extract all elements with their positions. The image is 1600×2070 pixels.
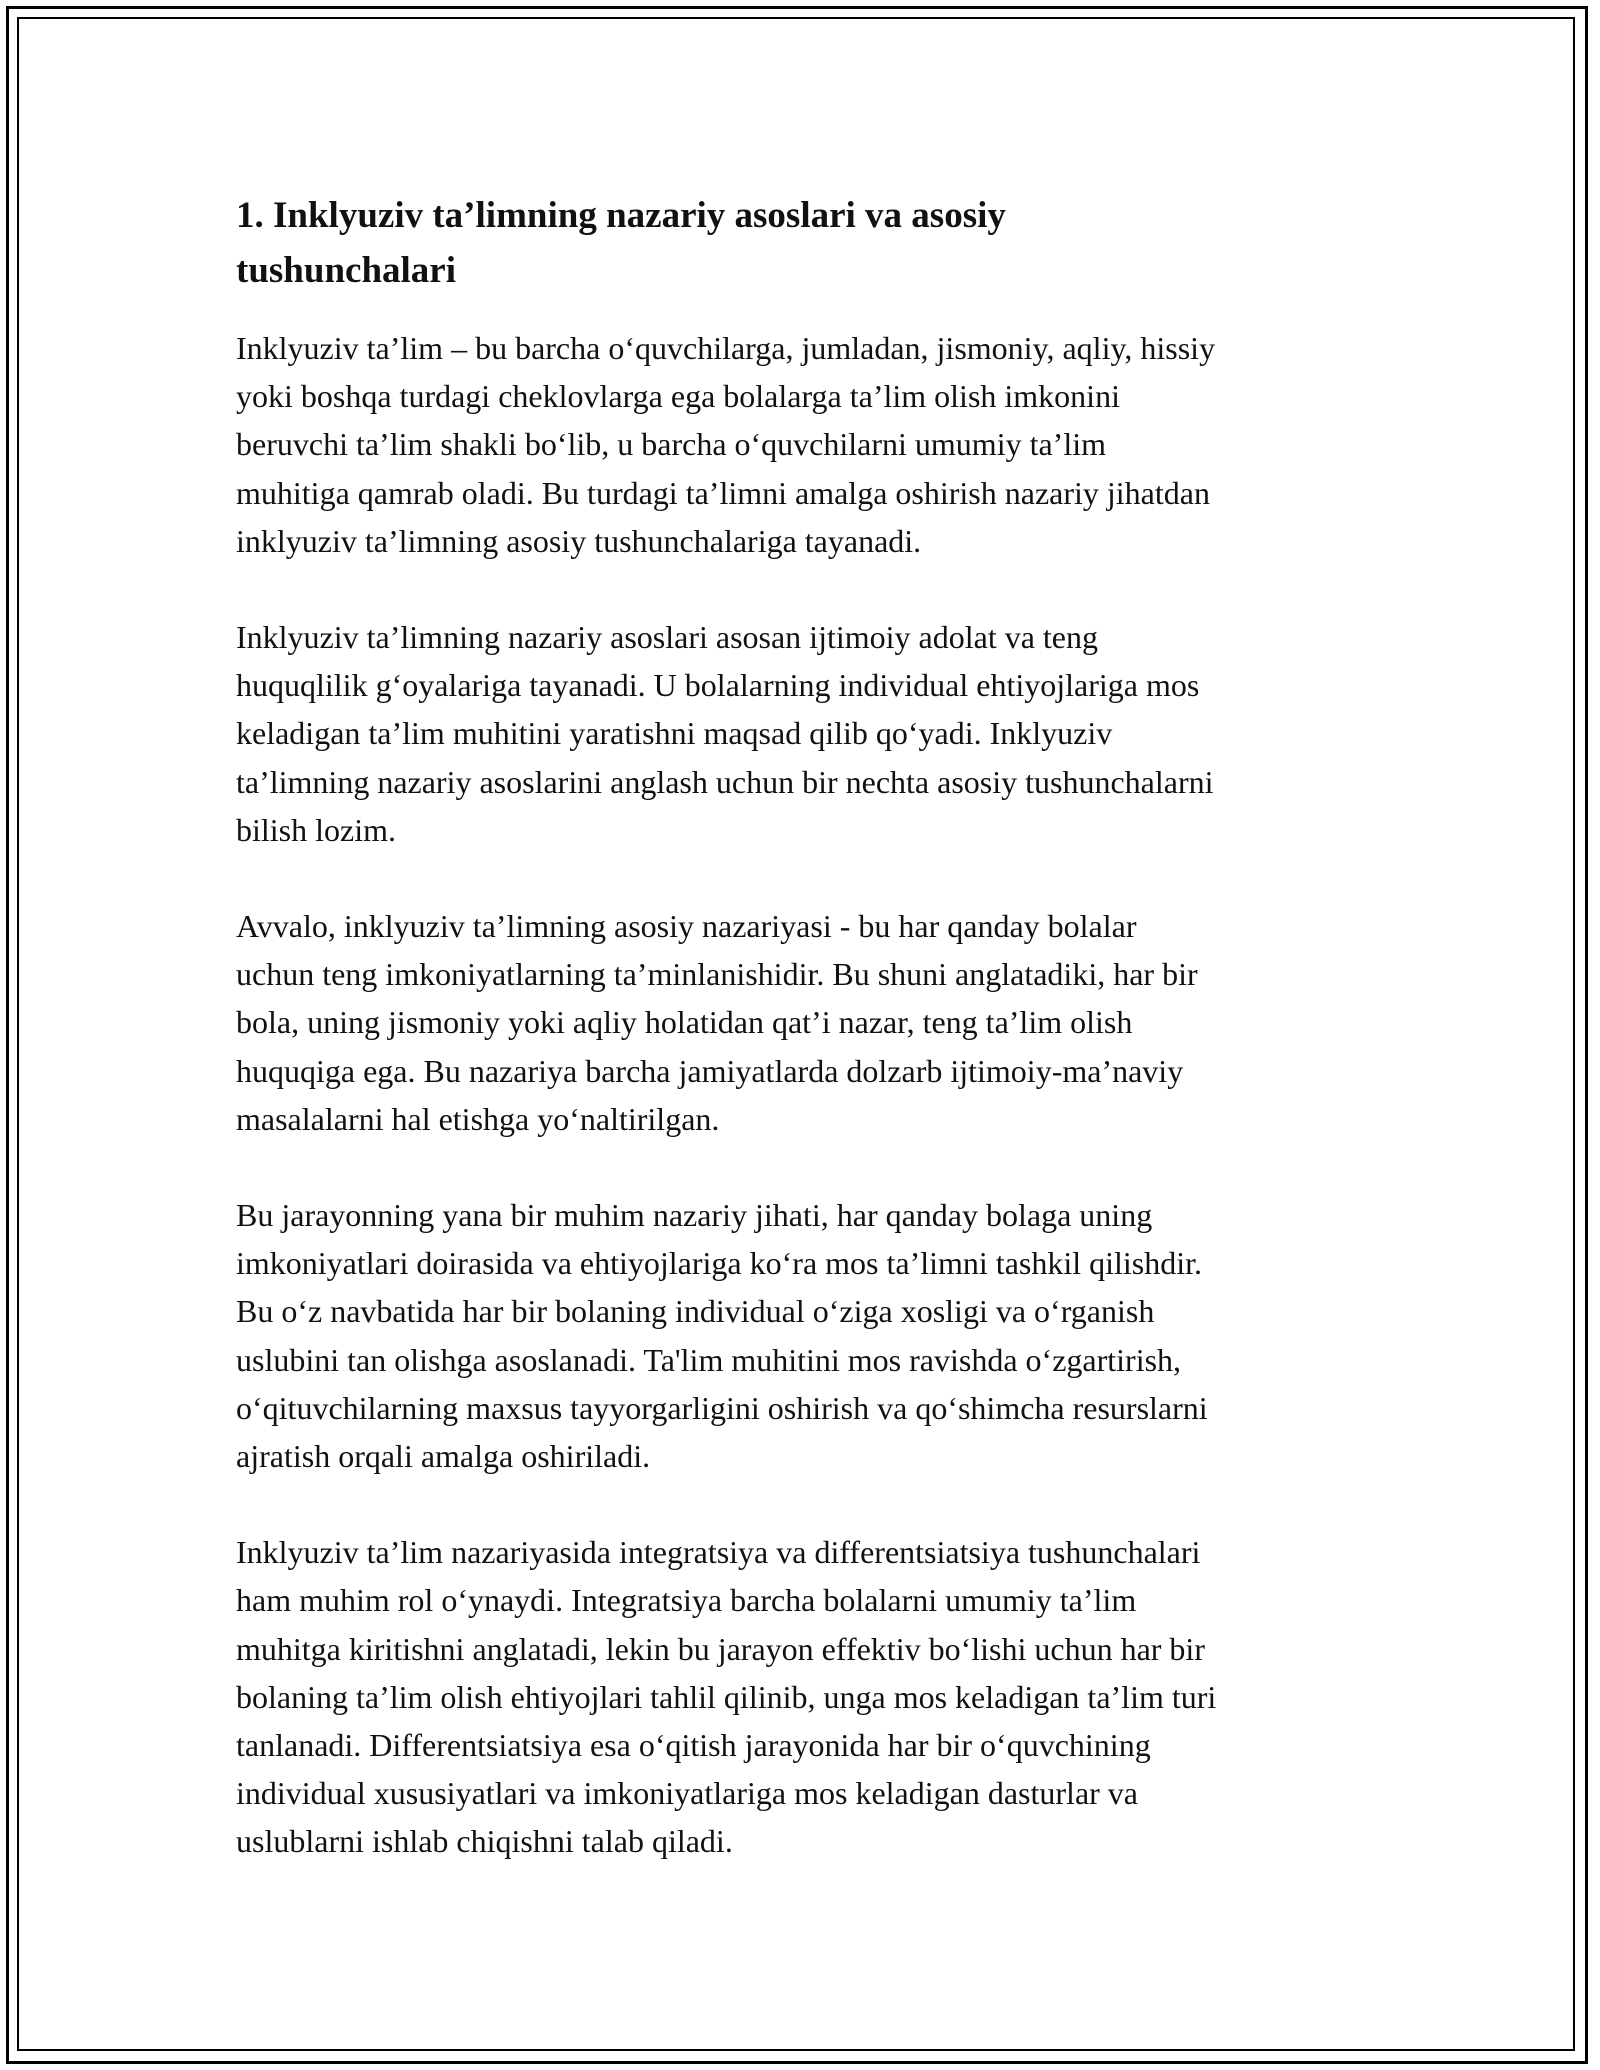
paragraph-2 bbox=[236, 613, 1386, 854]
paragraph-1 bbox=[236, 324, 1386, 565]
page-title bbox=[236, 188, 1386, 298]
text-line: Inklyuziv ta’limning nazariy asoslari asosan ijtimoiy adolat va teng bbox=[236, 619, 1098, 656]
text-line: Inklyuziv ta’lim – bu barcha o‘quvchilarga, jumladan, jismoniy, aqliy, hissiy bbox=[236, 330, 1216, 366]
text-line: ham muhim rol o‘ynaydi. Integratsiya barcha bolalarni umumiy ta’lim bbox=[236, 1582, 1137, 1619]
title-line: 1. Inklyuziv ta’limning nazariy asoslari va asosiy bbox=[236, 195, 1006, 236]
text-line: muhitga kiritishni anglatadi, lekin bu jarayon effektiv bo‘lishi uchun har bir bbox=[236, 1630, 1205, 1667]
text-line: imkoniyatlari doirasida va ehtiyojlariga ko‘ra mos ta’limni tashkil qilishdir. bbox=[236, 1245, 1203, 1282]
text-line: bola, uning jismoniy yoki aqliy holatidan qat’i nazar, teng ta’lim olish bbox=[236, 1004, 1133, 1041]
text-line: huquqiga ega. Bu nazariya barcha jamiyatlarda dolzarb ijtimoiy-ma’naviy bbox=[236, 1052, 1184, 1089]
paragraph-4 bbox=[236, 1191, 1386, 1480]
text-line: individual xususiyatlari va imkoniyatlariga mos keladigan dasturlar va bbox=[236, 1775, 1138, 1812]
text-line: keladigan ta’lim muhitini yaratishni maqsad qilib qo‘yadi. Inklyuziv bbox=[236, 715, 1113, 752]
text-line: bolaning ta’lim olish ehtiyojlari tahlil qilinib, unga mos keladigan ta’lim turi bbox=[236, 1678, 1217, 1715]
text-line: Bu o‘z navbatida har bir bolaning individual o‘ziga xosligi va o‘rganish bbox=[236, 1293, 1155, 1330]
text-line: tanlanadi. Differentsiatsiya esa o‘qitish jarayonida har bir o‘quvchining bbox=[236, 1727, 1151, 1764]
text-line: uslublarni ishlab chiqishni talab qiladi. bbox=[236, 1823, 733, 1860]
paragraph-3 bbox=[236, 902, 1386, 1143]
text-line: beruvchi ta’lim shakli bo‘lib, u barcha o‘quvchilarni umumiy ta’lim bbox=[236, 426, 1106, 463]
text-line: Inklyuziv ta’lim nazariyasida integratsiya va differentsiatsiya tushunchalari bbox=[236, 1534, 1201, 1571]
text-line: o‘qituvchilarning maxsus tayyorgarligini oshirish va qo‘shimcha resurslarni bbox=[236, 1389, 1208, 1426]
text-line: ajratish orqali amalga oshiriladi. bbox=[236, 1438, 651, 1475]
text-line: yoki boshqa turdagi cheklovlarga ega bolalarga ta’lim olish imkonini bbox=[236, 378, 1120, 415]
text-line: uslubini tan olishga asoslanadi. Ta'lim muhitini mos ravishda o‘zgartirish, bbox=[236, 1341, 1182, 1378]
text-line: huquqlilik g‘oyalariga tayanadi. U bolalarning individual ehtiyojlariga mos bbox=[236, 667, 1200, 704]
text-line: Avvalo, inklyuziv ta’limning asosiy nazariyasi - bu har qanday bolalar bbox=[236, 908, 1137, 945]
text-line: uchun teng imkoniyatlarning ta’minlanishidir. Bu shuni anglatadiki, har bir bbox=[236, 956, 1198, 993]
paragraph-5 bbox=[236, 1528, 1386, 1865]
title-line: tushunchalari bbox=[236, 250, 457, 291]
text-line: Bu jarayonning yana bir muhim nazariy jihati, har qanday bolaga uning bbox=[236, 1197, 1153, 1234]
document-body bbox=[236, 188, 1386, 1914]
text-line: bilish lozim. bbox=[236, 811, 396, 848]
text-line: ta’limning nazariy asoslarini anglash uchun bir nechta asosiy tushunchalarni bbox=[236, 763, 1214, 800]
text-line: masalalarni hal etishga yo‘naltirilgan. bbox=[236, 1100, 720, 1137]
text-line: inklyuziv ta’limning asosiy tushunchalariga tayanadi. bbox=[236, 522, 922, 559]
text-line: muhitiga qamrab oladi. Bu turdagi ta’limni amalga oshirish nazariy jihatdan bbox=[236, 474, 1210, 511]
